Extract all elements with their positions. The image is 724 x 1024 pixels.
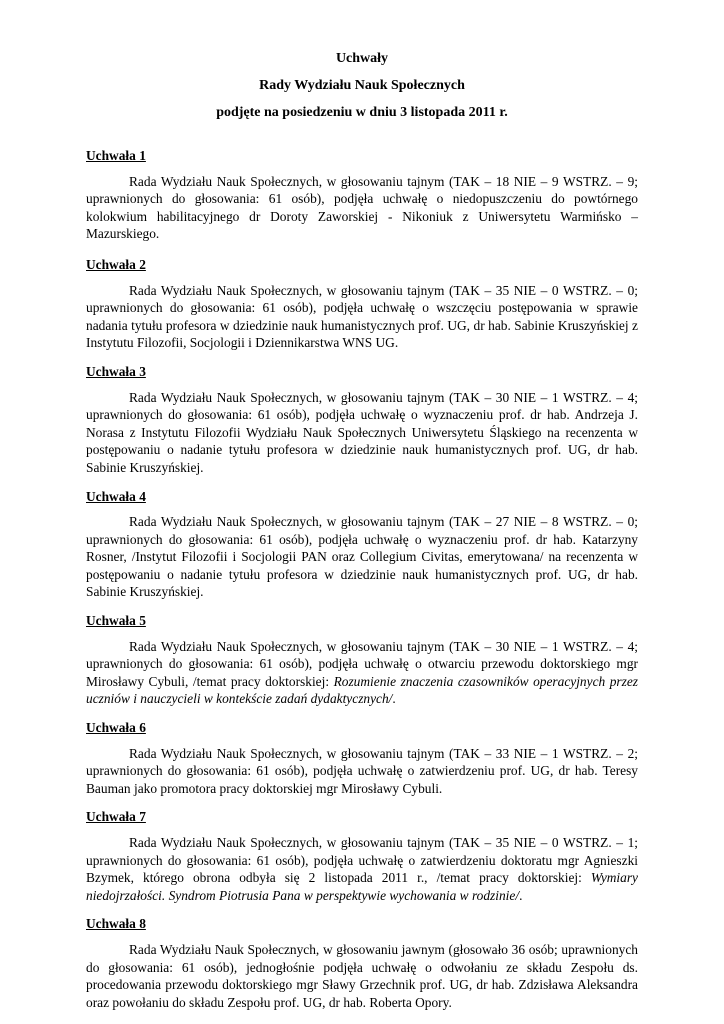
resolution-7-heading: Uchwała 7 — [86, 809, 146, 825]
resolution-7-thesis-title: Wymiary niedojrzałości. Syndrom Piotrusia Pana w perspektywie wychowania w rodzinie/ — [86, 870, 638, 903]
resolution-2-text: Rada Wydziału Nauk Społecznych, w głosowaniu tajnym (TAK – 35 NIE – 0 WSTRZ. – 0; uprawnionych do głosowania: 61 osób), podjęła uchwałę o wszczęciu postępowania w sprawie nadania tytułu profesora w dziedzinie nauk humanistycznych prof. UG, dr hab. Sabinie Kruszyńskiej z Instytutu Filozofii, Socjologii i Dziennikarstwa WNS UG. — [86, 282, 638, 351]
resolution-5-heading: Uchwała 5 — [86, 613, 146, 629]
resolution-7-body: Rada Wydziału Nauk Społecznych, w głosowaniu tajnym (TAK – 35 NIE – 0 WSTRZ. – 1; uprawnionych do głosowania: 61 osób), podjęła uchwałę o zatwierdzeniu doktoratu mgr Agnieszki Bzymek, którego obrona odbyła się 2 listopada 2011 r., /temat pracy doktorskiej: — [86, 835, 638, 886]
resolution-5-body: Rada Wydziału Nauk Społecznych, w głosowaniu tajnym (TAK – 30 NIE – 1 WSTRZ. – 4; uprawnionych do głosowania: 61 osób), podjęła uchwałę o otwarciu przewodu doktorskiego mgr Mirosławy Cybuli, /temat pracy doktorskiej: — [86, 638, 638, 689]
resolution-5-thesis-title: Rozumienie znaczenia czasowników operacyjnych przez uczniów i nauczycieli w kontekście zadań dydaktycznych/ — [86, 673, 638, 707]
resolution-5-tail: . — [392, 691, 396, 707]
resolution-4-heading: Uchwała 4 — [86, 488, 146, 504]
resolution-3-heading: Uchwała 3 — [86, 363, 146, 379]
resolution-8-heading: Uchwała 8 — [86, 916, 146, 932]
resolution-5-text — [86, 638, 638, 708]
document-subtitle: Rady Wydziału Nauk Społecznych — [259, 78, 465, 93]
resolution-4-text: Rada Wydziału Nauk Społecznych, w głosowaniu tajnym (TAK – 27 NIE – 8 WSTRZ. – 0; uprawnionych do głosowania: 61 osób), podjęła uchwałę o wyznaczeniu prof. dr hab. Katarzyny Rosner, /Instytut Filozofii i Socjologii PAN oraz Collegium Civitas, emerytowana/ na recenzenta w postępowaniu o nadanie tytułu profesora w dziedzinie nauk humanistycznych prof. UG, dr hab. Sabinie Kruszyńskiej. — [86, 514, 638, 600]
resolution-1-heading: Uchwała 1 — [86, 148, 146, 163]
resolution-6-heading: Uchwała 6 — [86, 720, 146, 736]
resolution-8-text: Rada Wydziału Nauk Społecznych, w głosowaniu jawnym (głosowało 36 osób; uprawnionych do głosowania: 61 osób), jednogłośnie podjęła uchwałę o odwołaniu ze składu Zespołu ds. procedowania przewodu doktorskiego mgr Sławy Grzechnik prof. UG, dr hab. Zdzisława Aleksandra oraz powołaniu do składu Zespołu prof. UG, dr hab. Roberta Opory. — [86, 941, 638, 1010]
document-date-line: podjęte na posiedzeniu w dniu 3 listopada 2011 r. — [216, 105, 508, 120]
resolution-2-heading: Uchwała 2 — [86, 256, 146, 272]
document-page — [86, 50, 638, 1022]
document-title: Uchwały — [335, 51, 389, 66]
resolution-3-text: Rada Wydziału Nauk Społecznych, w głosowaniu tajnym (TAK – 30 NIE – 1 WSTRZ. – 4; uprawnionych do głosowania: 61 osób), podjęła uchwałę o wyznaczeniu prof. dr hab. Andrzeja J. Norasa z Instytutu Filozofii Wydziału Nauk Społecznych Uniwersytetu Śląskiego na recenzenta w postępowaniu o nadanie tytułu profesora w dziedzinie nauk humanistycznych prof. UG, dr hab. Sabinie Kruszyńskiej. — [86, 389, 638, 475]
resolution-1-text: Rada Wydziału Nauk Społecznych, w głosowaniu tajnym (TAK – 18 NIE – 9 WSTRZ. – 9; uprawnionych do głosowania: 61 osób), podjęła uchwałę o niedopuszczeniu do powtórnego kolokwium habilitacyjnego dr Doroty Zaworskiej - Nikoniuk z Uniwersytetu Warmińsko – Mazurskiego. — [86, 173, 638, 242]
resolution-7-text — [86, 834, 638, 904]
resolution-6-text: Rada Wydziału Nauk Społecznych, w głosowaniu tajnym (TAK – 33 NIE – 1 WSTRZ. – 2; uprawnionych do głosowania: 61 osób), podjęła uchwałę o zatwierdzeniu prof. UG, dr hab. Teresy Bauman jako promotora pracy doktorskiej mgr Mirosławy Cybuli. — [86, 745, 638, 796]
resolution-7-tail: . — [519, 887, 523, 903]
